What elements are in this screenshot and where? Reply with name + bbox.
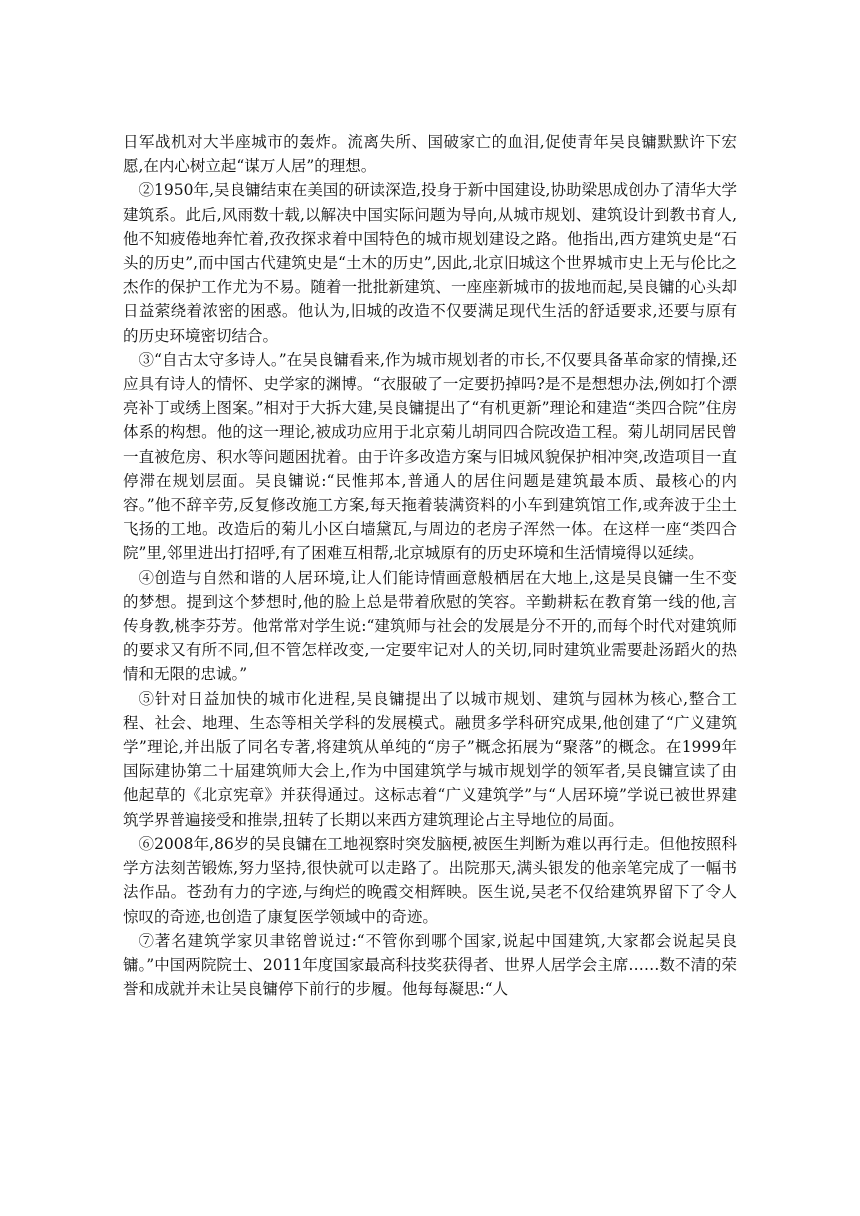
paragraph-6: ⑥2008年,86岁的吴良镛在工地视察时突发脑梗,被医生判断为难以再行走。但他按照科学方法刻苦锻炼,努力坚持,很快就可以走路了。出院那天,满头银发的他亲笔完成了一幅书法作品。苍劲有力的字迹,与绚烂的晚霞交相辉映。医生说,吴老不仅给建筑界留下了令人惊叹的奇迹,也创造了康复医学领域中的奇迹。 <box>123 834 737 926</box>
paragraph-7: ⑦著名建筑学家贝聿铭曾说过:“不管你到哪个国家,说起中国建筑,大家都会说起吴良镛。”中国两院院士、2011年度国家最高科技奖获得者、世界人居学会主席……数不清的荣誉和成就并未让吴良镛停下前行的步履。他每每凝思:“人 <box>123 931 737 999</box>
paragraph-3: ③“自古太守多诗人。”在吴良镛看来,作为城市规划者的市长,不仅要具备革命家的情操,还应具有诗人的情怀、史学家的渊博。“衣服破了一定要扔掉吗?是不是想想办法,例如打个漂亮补丁或绣上图案。”相对于大拆大建,吴良镛提出了“有机更新”理论和建造“类四合院”住房体系的构想。他的这一理论,被成功应用于北京菊儿胡同四合院改造工程。菊儿胡同居民曾一直被危房、积水等问题困扰着。由于许多改造方案与旧城风貌保护相冲突,改造项目一直停滞在规划层面。吴良镛说:“民惟邦本,普通人的居住问题是建筑最本质、最核心的内容。”他不辞辛劳,反复修改施工方案,每天拖着装满资料的小车到建筑馆工作,或奔波于尘土飞扬的工地。改造后的菊儿小区白墙黛瓦,与周边的老房子浑然一体。在这样一座“类四合院”里,邻里进出打招呼,有了困难互相帮,北京城原有的历史环境和生活情境得以延续。 <box>123 350 737 563</box>
paragraph-4: ④创造与自然和谐的人居环境,让人们能诗情画意般栖居在大地上,这是吴良镛一生不变的梦想。提到这个梦想时,他的脸上总是带着欣慰的笑容。辛勤耕耘在教育第一线的他,言传身教,桃李芬芳。他常常对学生说:“建筑师与社会的发展是分不开的,而每个时代对建筑师的要求又有所不同,但不管怎样改变,一定要牢记对人的关切,同时建筑业需要赴汤蹈火的热情和无限的忠诚。” <box>123 568 737 684</box>
document-page <box>123 130 737 1001</box>
paragraph-2: ②1950年,吴良镛结束在美国的研读深造,投身于新中国建设,协助梁思成创办了清华大学建筑系。此后,风雨数十载,以解决中国实际问题为导向,从城市规划、建筑设计到教书育人,他不知疲倦地奔忙着,孜孜探求着中国特色的城市规划建设之路。他指出,西方建筑史是“石头的历史”,而中国古代建筑史是“土木的历史”,因此,北京旧城这个世界城市史上无与伦比之杰作的保护工作尤为不易。随着一批批新建筑、一座座新城市的拔地而起,吴良镛的心头却日益萦绕着浓密的困惑。他认为,旧城的改造不仅要满足现代生活的舒适要求,还要与原有的历史环境密切结合。 <box>123 181 737 345</box>
paragraph-5: ⑤针对日益加快的城市化进程,吴良镛提出了以城市规划、建筑与园林为核心,整合工程、社会、地理、生态等相关学科的发展模式。融贯多学科研究成果,他创建了“广义建筑学”理论,并出版了同名专著,将建筑从单纯的“房子”概念拓展为“聚落”的概念。在1999年国际建协第二十届建筑师大会上,作为中国建筑学与城市规划学的领军者,吴良镛宣读了由他起草的《北京宪章》并获得通过。这标志着“广义建筑学”与“人居环境”学说已被世界建筑学界普遍接受和推崇,扭转了长期以来西方建筑理论占主导地位的局面。 <box>123 689 737 829</box>
paragraph-continuation: 日军战机对大半座城市的轰炸。流离失所、国破家亡的血泪,促使青年吴良镛默默许下宏愿,在内心树立起“谋万人居”的理想。 <box>123 133 737 176</box>
